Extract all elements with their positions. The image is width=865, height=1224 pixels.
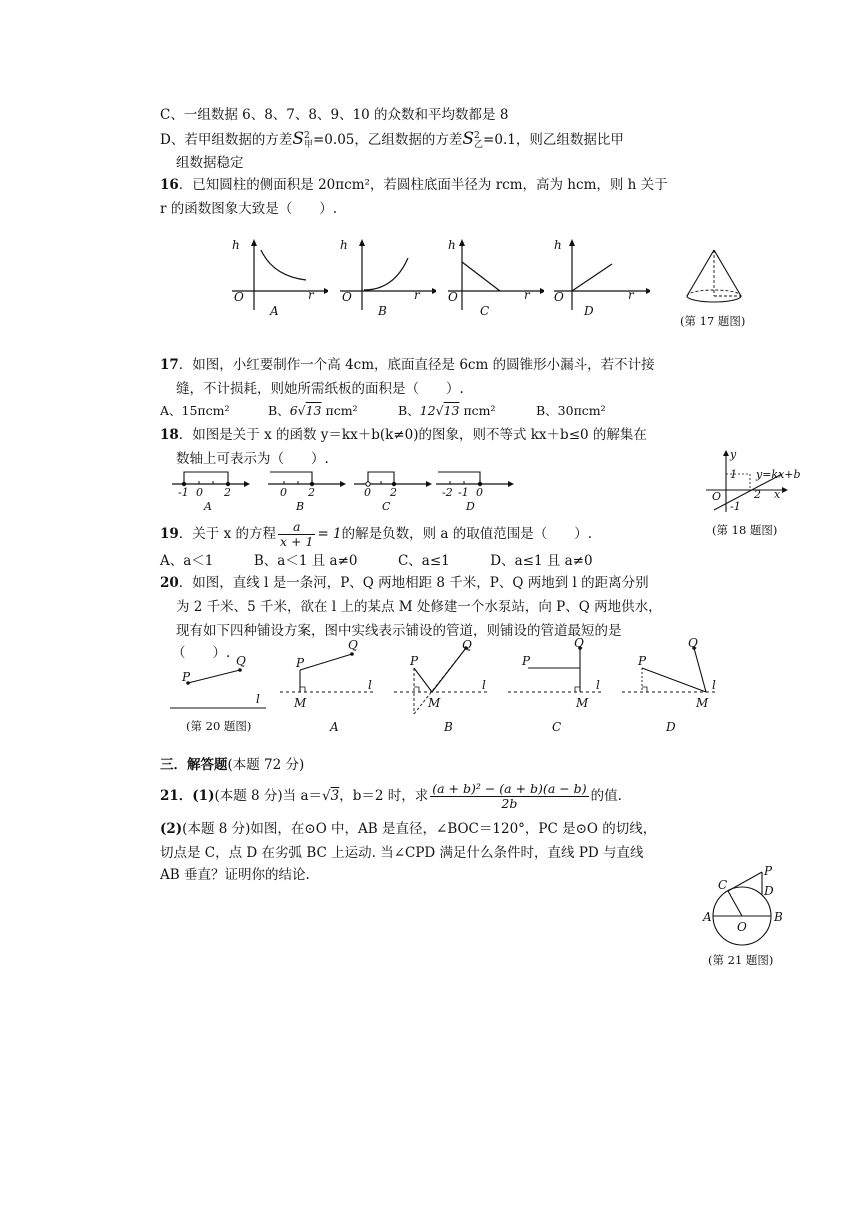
q16-graph-a [228, 236, 328, 320]
q17-option-c-coef: 12 [419, 403, 436, 418]
q19-fraction-denominator: x + 1 [280, 534, 314, 549]
q20-line1 [160, 574, 649, 592]
q17-option-b [268, 402, 358, 420]
function-equation-label: y=kx+b [756, 468, 801, 481]
q19-number: 19 [160, 526, 179, 542]
q18-number: 18 [160, 427, 179, 443]
q18-numberline-a [170, 466, 250, 513]
point-p-label: P [410, 654, 419, 668]
axis-y-label: y [730, 448, 737, 461]
origin-label: O [554, 290, 564, 304]
scheme-label-a: A [330, 720, 339, 734]
q17-option-b-prefix: B、 [268, 403, 290, 418]
q16-graph-c [444, 236, 544, 320]
numberline-label-d: D [466, 500, 475, 513]
q21-part1-pre: (本题 8 分)当 a＝ [214, 788, 323, 804]
variance-sub-jia: 甲 [303, 139, 313, 150]
axis-h-label: h [232, 238, 240, 252]
point-d-label: D [764, 884, 774, 898]
variance-exp-yi: 2 [474, 130, 480, 141]
q20-line2: 为 2 千米、5 千米，欲在 l 上的某点 M 处修建一个水泵站，向 P、Q 两地供水， [176, 599, 662, 615]
q20-line3: 现有如下四种铺设方案，图中实线表示铺设的管道，则铺设的管道最短的是 [176, 623, 622, 639]
q21-part1-fraction [430, 782, 588, 811]
sqrt-icon: √ [297, 403, 306, 418]
point-p-label: P [296, 656, 305, 670]
q16-line1 [160, 176, 668, 194]
origin-label: O [712, 490, 722, 503]
q18-numberline-c [352, 466, 432, 513]
tick-label: 0 [364, 486, 371, 499]
q19-pre: ．关于 x 的方程 [178, 526, 276, 542]
variance-symbol-jia: S [292, 129, 304, 149]
q21-part1-post: 的值. [590, 788, 622, 804]
q18-numberline-d [434, 466, 514, 513]
origin-label: O [234, 290, 244, 304]
sqrt-icon: √ [435, 403, 444, 418]
q21-part2-label: (2) [160, 821, 183, 837]
q17-option-b-coef: 6 [289, 403, 298, 418]
q17-cone-figure [682, 246, 746, 308]
q17-option-c [398, 402, 496, 420]
point-p-label: P [764, 864, 773, 878]
q15-option-d-part3: =0.1，则乙组数据比甲 [483, 132, 624, 148]
numberline-label-a: A [204, 500, 212, 513]
section-3-title: 三．解答题 [160, 757, 228, 773]
x-tick-2-label: 2 [754, 488, 761, 501]
axis-h-label: h [554, 238, 562, 252]
point-m-label: M [428, 696, 441, 710]
scheme-label-c: C [552, 720, 562, 734]
q15-option-d-part1: D、若甲组数据的方差 [160, 132, 293, 148]
line-l-label: l [368, 678, 372, 692]
q20-number: 20 [160, 575, 179, 591]
tick-label: 0 [280, 486, 287, 499]
q17-option-c-prefix: B、 [398, 403, 420, 418]
q20-scheme-b [394, 638, 494, 734]
q17-line2: 缝，不计损耗，则她所需纸板的面积是（ ）. [176, 381, 464, 397]
q17-figure-caption: (第 17 题图) [680, 314, 746, 328]
point-m-label: M [696, 696, 709, 710]
q16-graph-d [550, 236, 650, 320]
line-l-label: l [712, 678, 716, 692]
q21-number: 21 [160, 788, 179, 804]
q16-number: 16 [160, 177, 179, 193]
q21-part2-line1 [160, 820, 656, 838]
tick-label: -1 [458, 486, 469, 499]
point-p-label: P [638, 654, 647, 668]
graph-label-d: D [584, 304, 594, 318]
q21-part1-denominator: 2b [501, 796, 518, 811]
q16-graph-b [336, 236, 436, 320]
point-b-label: B [774, 910, 783, 924]
q21-part1-radicand: 3 [330, 788, 340, 804]
point-p-label: P [522, 654, 531, 668]
tick-label: 0 [196, 486, 203, 499]
q21-circle-figure [700, 864, 790, 946]
q19-equals: = 1 [317, 526, 342, 542]
tick-label: -1 [178, 486, 189, 499]
q17-option-a: A、15πcm² [160, 403, 230, 418]
point-q-label: Q [348, 638, 358, 652]
point-a-label: A [703, 910, 712, 924]
point-q-label: Q [574, 636, 584, 650]
scheme-label-d: D [666, 720, 676, 734]
numberline-label-b: B [296, 500, 305, 513]
q18-figure-caption: (第 18 题图) [712, 523, 778, 537]
q17-number: 17 [160, 357, 179, 373]
q20-scheme-a [280, 638, 380, 734]
q17-option-c-radicand: 13 [443, 403, 460, 418]
q20-line4: （ ）. [172, 645, 231, 661]
numberline-label-c: C [382, 500, 391, 513]
tick-label: 2 [224, 486, 231, 499]
axis-h-label: h [340, 238, 348, 252]
q21-part2-text1: (本题 8 分)如图，在⊙O 中，AB 是直径，∠BOC＝120°，PC 是⊙O 的切线， [182, 821, 657, 837]
origin-label: O [448, 290, 458, 304]
q21-part2-line3: AB 垂直？证明你的结论. [160, 867, 310, 883]
variance-exp-jia: 2 [303, 130, 310, 141]
q20-scheme-d [622, 636, 722, 734]
q21-part2-line2: 切点是 C，点 D 在劣弧 BC 上运动. 当∠CPD 满足什么条件时，直线 PD 与直线 [160, 845, 644, 861]
scheme-label-b: B [444, 720, 453, 734]
y-intercept-label: 1 [730, 468, 737, 481]
q17-option-b-radicand: 13 [305, 403, 322, 418]
variance-sub-yi: 乙 [474, 139, 484, 150]
point-m-label: M [576, 696, 589, 710]
q15-option-d [160, 130, 624, 150]
tick-label: 0 [476, 486, 483, 499]
q17-option-c-unit: πcm² [459, 403, 496, 418]
axis-r-label: r [308, 288, 314, 302]
neg-one-label: -1 [730, 500, 741, 513]
q19-post: 的解是负数，则 a 的取值范围是（ ）. [341, 526, 593, 542]
axis-x-label: x [774, 488, 781, 501]
q17-option-d: B、30πcm² [536, 403, 606, 418]
tick-label: 2 [390, 486, 397, 499]
q15-option-c: C、一组数据 6、8、7、8、9、10 的众数和平均数都是 8 [160, 107, 509, 123]
graph-label-a: A [270, 304, 279, 318]
graph-label-b: B [378, 304, 387, 318]
q20-river-figure [166, 650, 276, 714]
axis-r-label: r [524, 288, 530, 302]
axis-h-label: h [448, 238, 456, 252]
q17-text1: ．如图，小红要制作一个高 4cm，底面直径是 6cm 的圆锥形小漏斗，若不计接 [178, 357, 655, 373]
point-p-label: P [182, 670, 191, 684]
point-m-label: M [294, 696, 307, 710]
q16-line2: r 的函数图象大致是（ ）. [160, 201, 338, 217]
q21-part1 [160, 782, 622, 811]
q21-part1-numerator: (a + b)² − (a + b)(a − b) [432, 781, 587, 796]
line-l-label: l [596, 678, 600, 692]
q21-part1-mid: ，b＝2 时，求 [339, 788, 429, 804]
q18-numberline-b [266, 466, 346, 513]
point-q-label: Q [462, 638, 472, 652]
q19-line [160, 520, 592, 549]
q20-text1: ．如图，直线 l 是一条河，P、Q 两地相距 8 千米，P、Q 两地到 l 的距离分别 [178, 575, 649, 591]
point-c-label: C [718, 878, 728, 892]
line-l-label: l [482, 678, 486, 692]
q18-line1 [160, 426, 647, 444]
q15-option-d-part2: =0.05，乙组数据的方差 [313, 132, 463, 148]
sqrt-icon: √ [322, 788, 331, 804]
q20-scheme-c [508, 636, 608, 734]
q17-option-b-unit: πcm² [321, 403, 358, 418]
point-o-label: O [737, 920, 747, 934]
tick-label: -2 [442, 486, 453, 499]
q18-line2: 数轴上可表示为（ ）. [176, 451, 329, 467]
tick-label: 2 [308, 486, 315, 499]
section-3-score: (本题 72 分) [227, 757, 305, 773]
q19-fraction-numerator: a [278, 520, 315, 535]
graph-label-c: C [480, 304, 490, 318]
q16-text1: ．已知圆柱的侧面积是 20πcm²，若圆柱底面半径为 rcm，高为 hcm，则 h 关于 [178, 177, 668, 193]
q21-figure-caption: (第 21 题图) [708, 953, 774, 967]
q17-line1 [160, 356, 655, 374]
q15-option-d-continuation: 组数据稳定 [176, 155, 244, 171]
point-q-label: Q [688, 636, 698, 650]
section-3-heading [160, 756, 304, 774]
q19-options: A、a＜1 B、a＜1 且 a≠0 C、a≤1 D、a≤1 且 a≠0 [160, 553, 593, 569]
variance-symbol-yi: S [462, 129, 475, 149]
q18-function-graph [704, 450, 804, 514]
axis-r-label: r [414, 288, 420, 302]
q21-part1-label: ．(1) [178, 788, 215, 804]
q19-fraction [278, 520, 315, 549]
q20-figure-caption: (第 20 题图) [186, 719, 252, 733]
line-l-label: l [256, 692, 260, 706]
point-q-label: Q [236, 654, 246, 668]
axis-r-label: r [628, 288, 634, 302]
origin-label: O [342, 290, 352, 304]
q18-text1: ．如图是关于 x 的函数 y＝kx＋b(k≠0)的图象，则不等式 kx＋b≤0 的解集在 [178, 427, 647, 443]
